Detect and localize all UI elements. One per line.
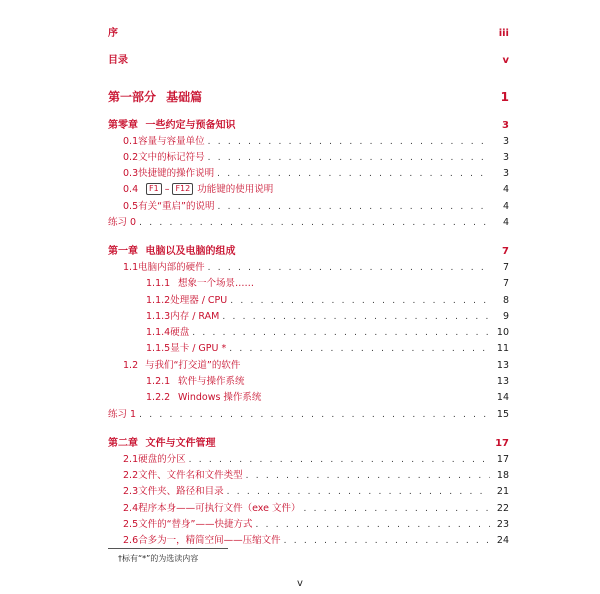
dot-leader [217, 202, 490, 212]
section-num: 0.2 [123, 152, 139, 163]
section-title: 文件、文件名和文件类型 [138, 470, 243, 481]
chapter-page: 3 [502, 120, 509, 131]
toc-subsection[interactable] [146, 292, 509, 306]
section-page: 4 [502, 184, 509, 195]
footnote: †标有“*”的为选读内容 [118, 554, 199, 563]
section-title: 有关“重启”的说明 [138, 201, 215, 212]
dot-leader [208, 263, 490, 273]
dot-leader [255, 520, 490, 530]
section-num: 2.5 [123, 519, 139, 530]
dot-leader [303, 504, 490, 514]
dot-leader [139, 410, 490, 420]
section-num: 1.2 [123, 360, 139, 371]
section-page: 18 [496, 470, 509, 481]
section-num: 1.1 [123, 262, 139, 273]
chapter-title: 第二章 文件与文件管理 [108, 438, 216, 449]
toc-chapter[interactable] [108, 242, 509, 257]
toc-section[interactable] [123, 198, 509, 212]
toc-section[interactable] [123, 165, 509, 179]
dot-leader [230, 296, 490, 306]
dot-leader [227, 487, 490, 497]
subsection-title: 处理器 / CPU [170, 295, 228, 306]
toc-chapter[interactable] [108, 116, 509, 131]
toc-section[interactable] [123, 357, 509, 371]
subsection-page: 8 [502, 295, 509, 306]
section-title: 文件夹、路径和目录 [138, 486, 224, 497]
section-num: 2.3 [123, 486, 139, 497]
subsection-page: 7 [502, 278, 509, 289]
toc-subsection[interactable] [146, 324, 509, 338]
section-page: 17 [496, 454, 509, 465]
subsection-num: 1.1.5 [146, 343, 171, 354]
dot-leader [208, 137, 490, 147]
part-page: 1 [500, 90, 509, 104]
toc-subsection[interactable] [146, 389, 509, 403]
toc-section[interactable] [123, 133, 509, 147]
key-range-dash: – [164, 184, 170, 195]
dot-leader [192, 328, 490, 338]
subsection-page: 10 [496, 327, 509, 338]
toc-section[interactable] [123, 516, 509, 530]
subsection-title: 想象一个场景…… [178, 278, 255, 289]
section-title: 硬盘的分区 [138, 454, 186, 465]
subsection-num: 1.2.2 [146, 392, 171, 403]
toc-exercise[interactable] [108, 406, 509, 420]
toc-section[interactable] [123, 500, 509, 514]
section-page: 21 [496, 486, 509, 497]
section-title: 快捷键的操作说明 [138, 168, 215, 179]
exercise-title: 练习 1 [108, 409, 137, 420]
subsection-num: 1.1.2 [146, 295, 171, 306]
section-title: 文件的“替身”——快捷方式 [138, 519, 253, 530]
section-page: 7 [502, 262, 509, 273]
subsection-title: 硬盘 [170, 327, 190, 338]
section-page: 4 [502, 201, 509, 212]
entry-title: 目录 [108, 55, 128, 66]
subsection-num: 1.2.1 [146, 376, 171, 387]
entry-title: 序 [108, 28, 118, 39]
toc-subsection[interactable] [146, 373, 509, 387]
toc-section[interactable] [123, 467, 509, 481]
section-page: 3 [502, 152, 509, 163]
dot-leader [222, 312, 490, 322]
chapter-title: 第零章 一些约定与预备知识 [108, 120, 236, 131]
subsection-page: 11 [496, 343, 509, 354]
chapter-page: 7 [502, 246, 509, 257]
toc-subsection[interactable] [146, 340, 509, 354]
toc-exercise[interactable] [108, 214, 509, 228]
subsection-page: 9 [502, 311, 509, 322]
dot-leader [208, 153, 490, 163]
section-num: 0.4 [123, 184, 139, 195]
dot-leader [217, 169, 490, 179]
toc-subsection[interactable] [146, 275, 509, 289]
toc-section[interactable] [123, 532, 509, 546]
subsection-title: 显卡 / GPU * [170, 343, 227, 354]
page-number: v [297, 578, 303, 589]
toc-section[interactable] [123, 181, 509, 195]
exercise-title: 练习 0 [108, 217, 137, 228]
section-page: 23 [496, 519, 509, 530]
f1-key: F1 [146, 183, 162, 195]
dot-leader [246, 471, 490, 481]
section-page: 24 [496, 535, 509, 546]
dot-leader [229, 344, 490, 354]
chapter-page: 17 [495, 438, 509, 449]
dot-leader [284, 536, 490, 546]
subsection-title: 内存 / RAM [170, 311, 220, 322]
subsection-title: 软件与操作系统 [178, 376, 245, 387]
section-num: 2.1 [123, 454, 139, 465]
section-num: 0.3 [123, 168, 139, 179]
subsection-page: 14 [496, 392, 509, 403]
section-page: 22 [496, 503, 509, 514]
section-title: 电脑内部的硬件 [138, 262, 205, 273]
section-title: 文中的标记符号 [138, 152, 205, 163]
section-num: 0.5 [123, 201, 139, 212]
entry-page: v [502, 55, 509, 66]
section-page: 13 [496, 360, 509, 371]
entry-page: iii [498, 28, 509, 39]
toc-section[interactable] [123, 483, 509, 497]
section-title-text: 功能键的使用说明 [197, 184, 274, 195]
section-title [145, 181, 273, 195]
section-title: 程序本身——可执行文件（exe 文件） [138, 503, 301, 514]
subsection-num: 1.1.3 [146, 311, 171, 322]
toc-section[interactable] [123, 451, 509, 465]
footnote-rule [108, 548, 228, 549]
subsection-num: 1.1.4 [146, 327, 171, 338]
section-title: 合多为一，精简空间——压缩文件 [138, 535, 281, 546]
f12-key: F12 [172, 183, 193, 195]
section-page: 3 [502, 168, 509, 179]
section-title: 容量与容量单位 [138, 136, 205, 147]
section-title: 与我们“打交道”的软件 [145, 360, 241, 371]
toc-subsection[interactable] [146, 308, 509, 322]
toc-part[interactable] [108, 88, 509, 105]
chapter-title: 第一章 电脑以及电脑的组成 [108, 246, 236, 257]
section-page: 3 [502, 136, 509, 147]
toc-entry-preface[interactable] [108, 24, 509, 39]
toc-section[interactable] [123, 149, 509, 163]
section-num: 2.6 [123, 535, 139, 546]
exercise-page: 15 [496, 409, 509, 420]
toc-entry-contents[interactable] [108, 51, 509, 66]
subsection-title: Windows 操作系统 [178, 392, 262, 403]
dot-leader [139, 218, 490, 228]
section-num: 2.2 [123, 470, 139, 481]
subsection-page: 13 [496, 376, 509, 387]
toc-chapter[interactable] [108, 434, 509, 449]
toc-section[interactable] [123, 259, 509, 273]
subsection-num: 1.1.1 [146, 278, 171, 289]
section-num: 2.4 [123, 503, 139, 514]
exercise-page: 4 [502, 217, 509, 228]
dot-leader [189, 455, 490, 465]
section-num: 0.1 [123, 136, 139, 147]
part-title: 第一部分 基础篇 [108, 90, 203, 104]
